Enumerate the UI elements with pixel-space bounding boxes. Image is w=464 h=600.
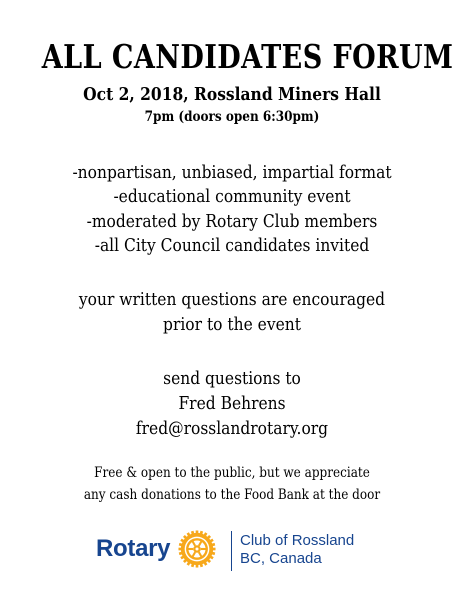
questions-note-line: prior to the event	[163, 314, 301, 335]
contact-intro: send questions to	[163, 368, 301, 389]
footer-note-line: Free & open to the public, but we appreciate	[94, 465, 370, 481]
feature-line: -nonpartisan, unbiased, impartial format	[72, 162, 392, 183]
rotary-logo	[96, 528, 376, 576]
contact-email[interactable]: fred@rosslandrotary.org	[135, 418, 329, 439]
feature-line: -educational community event	[113, 186, 351, 207]
club-name	[240, 532, 354, 568]
club-name-line: Club of Rossland	[240, 532, 355, 549]
flyer-title: ALL CANDIDATES FORUM	[41, 37, 454, 76]
logo-divider	[231, 531, 232, 571]
feature-line: -all City Council candidates invited	[94, 235, 370, 256]
date-venue: Oct 2, 2018, Rossland Miners Hall	[83, 84, 381, 105]
questions-note-line: your written questions are encouraged	[78, 289, 386, 310]
club-location-line: BC, Canada	[240, 550, 322, 567]
contact-name: Fred Behrens	[178, 393, 286, 414]
footer-note-line: any cash donations to the Food Bank at the door	[83, 487, 381, 503]
rotary-wordmark: Rotary	[96, 535, 171, 562]
feature-line: -moderated by Rotary Club members	[86, 211, 378, 232]
event-time: 7pm (doors open 6:30pm)	[144, 109, 320, 125]
rotary-wheel-icon	[178, 530, 216, 568]
